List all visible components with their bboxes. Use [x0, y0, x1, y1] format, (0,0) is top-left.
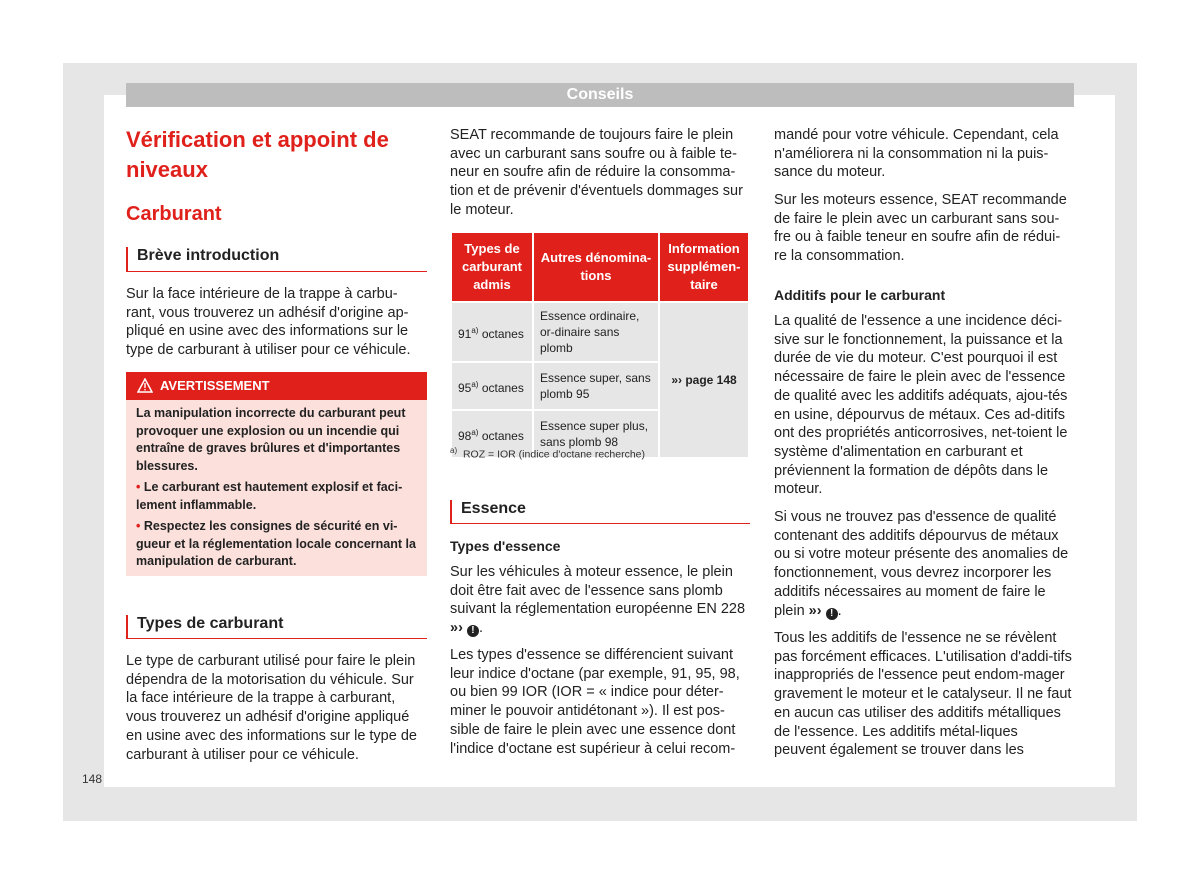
- other-names-cell: Essence super, sans plomb 95: [533, 362, 659, 410]
- subheading-essence-types: Types d'essence: [450, 538, 561, 554]
- fuel-types-paragraph: Le type de carburant utilisé pour faire le plein dépendra de la motorisation du véhicule. Sur la face intérieure de la trappe à carburant, vous trouverez un adhésif d'origine appliqué en usine avec des informations sur le type de carburant à utiliser pour ce véhicule.: [126, 653, 417, 763]
- bullet-icon: •: [136, 480, 141, 494]
- fuel-table: [450, 231, 750, 459]
- subsection-title-intro: Brève introduction: [126, 247, 427, 272]
- table-header: Information supplémen-taire: [659, 232, 749, 302]
- warning-intro: La manipulation incorrecte du carburant peut provoquer une explosion ou un incendie qui entraîne de graves brûlures et d'importantes blessures.: [136, 406, 406, 473]
- section-header: Conseils: [126, 83, 1074, 107]
- warning-bullet-2: [136, 518, 417, 571]
- info-cell[interactable]: [659, 302, 749, 458]
- arrow-icon: »›: [671, 373, 682, 387]
- table-footnote: $^{a)}$ ROZ = IOR (indice d'octane recherche): [450, 446, 646, 461]
- arrow-icon: »›: [808, 602, 822, 619]
- warning-box: [126, 372, 427, 576]
- col3-paragraph-5: Tous les additifs de l'essence ne se révèlent pas forcément efficaces. L'utilisation d'addi-tifs inappropriés de l'essence peut endom-mager gravement le moteur et le catalyseur. Il ne faut en aucun cas utiliser des additifs métalliques de l'essence. Les additifs métal-liques peuvent également se trouver dans les: [774, 630, 1072, 759]
- other-names-cell: Essence ordinaire, or-dinaire sans plomb: [533, 302, 659, 362]
- essence-paragraph-1: Sur les véhicules à moteur essence, le plein doit être fait avec de l'essence sans plomb suivant la réglementation européenne EN 228 »› ! .: [450, 564, 746, 637]
- subsection-title-essence: Essence: [450, 500, 750, 524]
- table-header-row: [451, 232, 749, 302]
- other-names-cell: Essence super plus, sans plomb 98: [533, 410, 659, 458]
- table-header: Autres dénomina-tions: [533, 232, 659, 302]
- fuel-type-cell: 98$^{a)}$ octanes: [451, 410, 533, 458]
- warning-header: [126, 372, 427, 400]
- warning-icon: [137, 378, 153, 393]
- table-header: Types de carburant admis: [451, 232, 533, 302]
- intro-paragraph: Sur la face intérieure de la trappe à carbu-rant, vous trouverez un adhésif d'origine ap-pliqué en usine avec des informations sur le type de carburant à utiliser pour ce véhicule.: [126, 286, 411, 359]
- col3-paragraph-1: mandé pour votre véhicule. Cependant, cela n'améliorera ni la consommation ni la puis-sance du moteur.: [774, 127, 1059, 181]
- col3-paragraph-4: Si vous ne trouvez pas d'essence de qualité contenant des additifs dépourvus de métaux ou si votre moteur présente des anomalies de fonctionnement, vous devrez incorporer les additifs nécessaires au moment de faire le plein »› ! .: [774, 509, 1069, 619]
- subsection-title-fuel-types: Types de carburant: [126, 615, 427, 639]
- chapter-title: Vérification et appoint de niveaux: [126, 127, 389, 182]
- seat-recommendation: SEAT recommande de toujours faire le plein avec un carburant sans soufre ou à faible te-neur en soufre afin de réduire la consomma-tion et de prévenir d'éventuels dommages sur le moteur.: [450, 127, 743, 218]
- arrow-icon: »›: [450, 620, 463, 637]
- col3-paragraph-2: Sur les moteurs essence, SEAT recommande de faire le plein avec un carburant sans sou-fre ou à faible teneur en soufre afin de rédui-re la consommation.: [774, 192, 1067, 265]
- warning-bullet-2-text: Respectez les consignes de sécurité en vi-gueur et la réglementation locale concernant la manipulation de carburant.: [136, 519, 416, 568]
- subheading-additives: Additifs pour le carburant: [774, 287, 946, 303]
- page-reference-link[interactable]: page 148: [681, 373, 737, 387]
- warning-ref-icon[interactable]: !: [826, 608, 838, 620]
- fuel-type-cell: 91$^{a)}$ octanes: [451, 302, 533, 362]
- fuel-type-cell: 95$^{a)}$ octanes: [451, 362, 533, 410]
- essence-paragraph-2: Les types d'essence se différencient suivant leur indice d'octane (par exemple, 91, 95, 98, ou bien 99 IOR (IOR = « indice pour déter-miner le pouvoir antidétonant »). Il est pos-sible de faire le plein avec une essence dont l'indice d'octane est supérieur à celui recom-: [450, 647, 740, 757]
- section-title: Carburant: [126, 203, 222, 225]
- warning-bullet-1: [136, 479, 417, 514]
- bullet-icon: •: [136, 519, 141, 533]
- table-row: [451, 302, 749, 362]
- warning-title: AVERTISSEMENT: [160, 378, 270, 393]
- warning-ref-icon[interactable]: !: [467, 625, 479, 637]
- col3-paragraph-3: La qualité de l'essence a une incidence déci-sive sur le fonctionnement, la puissance et la durée de vie du moteur. C'est pourquoi il est nécessaire de faire le plein avec de l'essence de qualité avec les additifs adéquats, ajou-tés en usine, dépourvus de métaux. Ces ad-ditifs ont des propriétés anticorrosives, net-toient le système d'alimentation en carburant et préviennent la formation de dépôts dans le moteur.: [774, 313, 1068, 498]
- page-number: 148: [82, 772, 103, 786]
- warning-bullet-1-text: Le carburant est hautement explosif et faci-lement inflammable.: [136, 480, 403, 512]
